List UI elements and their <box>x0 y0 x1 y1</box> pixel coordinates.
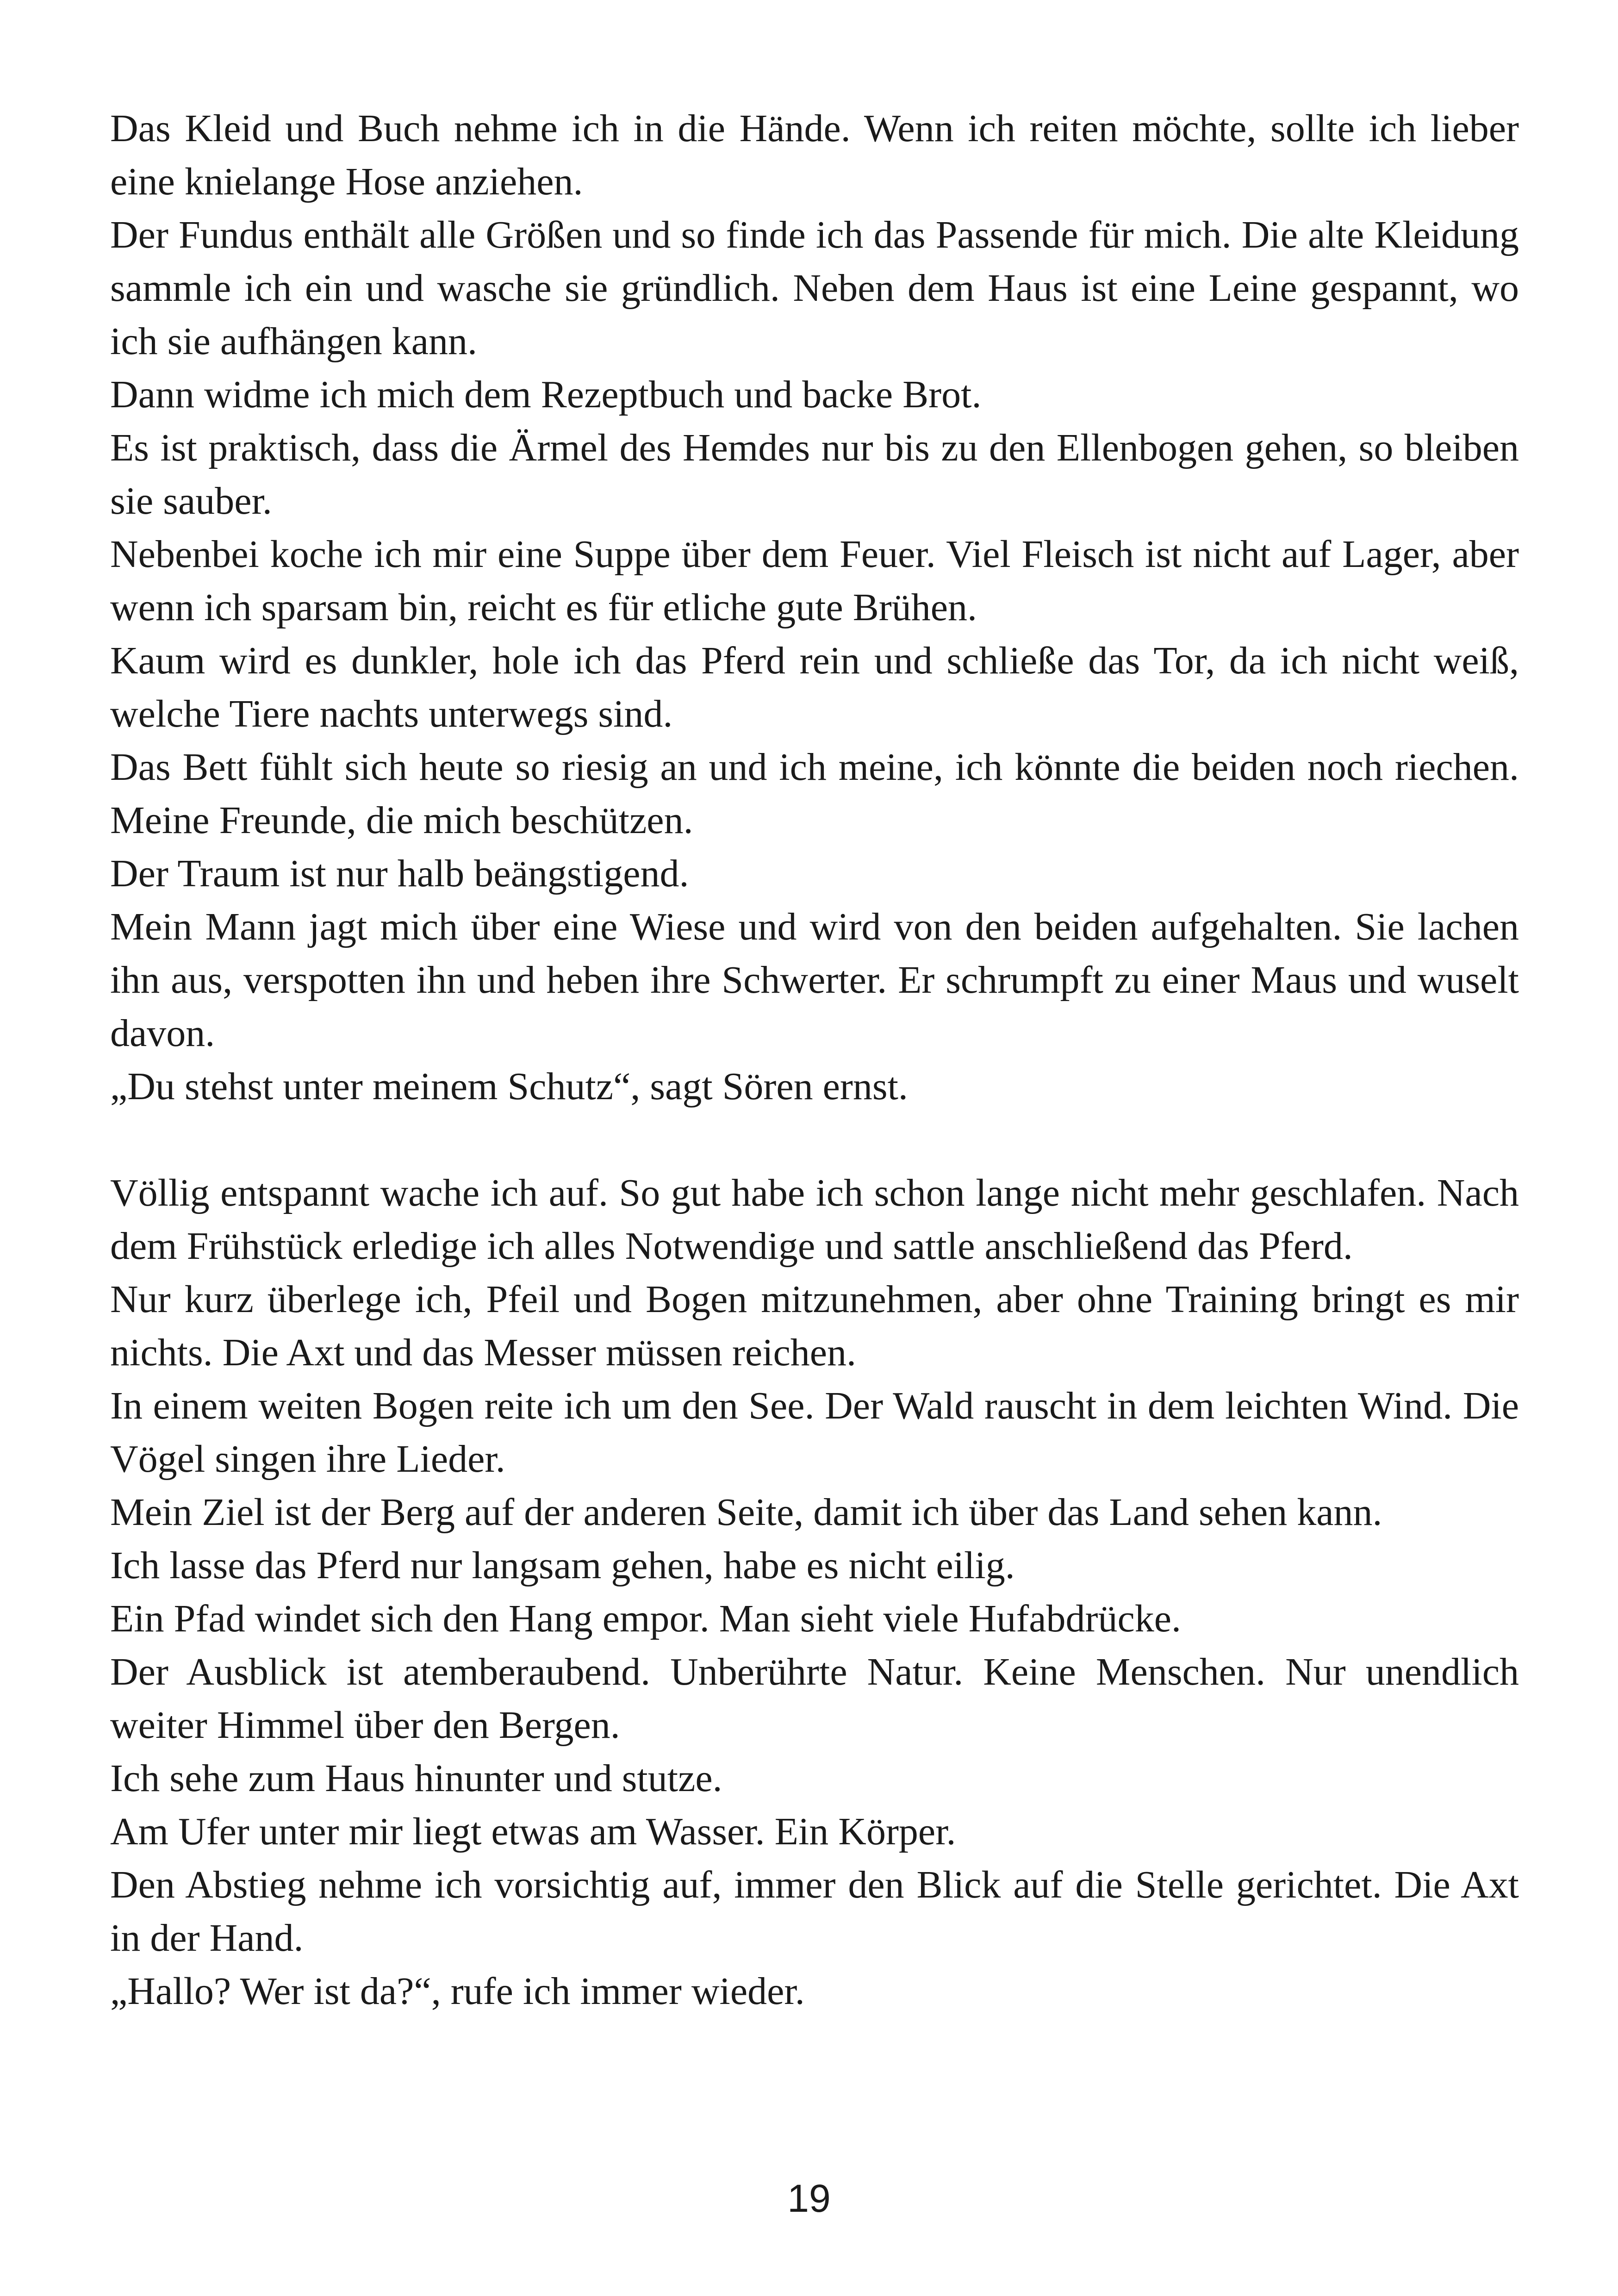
paragraph: Das Bett fühlt sich heute so riesig an und ich meine, ich könnte die beiden noch riechen. Meine Freunde, die mich beschützen. <box>110 746 1519 842</box>
paragraph: Ein Pfad windet sich den Hang empor. Man sieht viele Hufabdrücke. <box>110 1597 1182 1640</box>
paragraph: Den Abstieg nehme ich vorsichtig auf, immer den Blick auf die Stelle gerichtet. Die Axt in der Hand. <box>110 1863 1519 1960</box>
paragraph: Das Kleid und Buch nehme ich in die Hände. Wenn ich reiten möchte, sollte ich lieber eine knielange Hose anziehen. <box>110 107 1519 203</box>
paragraph: „Du stehst unter meinem Schutz“, sagt Sören ernst. <box>110 1065 908 1108</box>
paragraph: In einem weiten Bogen reite ich um den See. Der Wald rauscht in dem leichten Wind. Die Vögel singen ihre Lieder. <box>110 1384 1519 1481</box>
paragraph: Mein Mann jagt mich über eine Wiese und wird von den beiden aufgehalten. Sie lachen ihn aus, verspotten ihn und heben ihre Schwerter. Er schrumpft zu einer Maus und wuselt davon. <box>110 905 1519 1055</box>
paragraph: Der Fundus enthält alle Größen und so finde ich das Passende für mich. Die alte Kleidung sammle ich ein und wasche sie gründlich. Neben dem Haus ist eine Leine gespannt, wo ich sie aufhängen kann. <box>110 213 1519 363</box>
paragraph: Ich sehe zum Haus hinunter und stutze. <box>110 1757 722 1800</box>
paragraph: Völlig entspannt wache ich auf. So gut habe ich schon lange nicht mehr geschlafen. Nach dem Frühstück erledige ich alles Notwendige und sattle anschließend das Pferd. <box>110 1171 1519 1268</box>
page-number: 19 <box>787 2177 831 2220</box>
paragraph: Nebenbei koche ich mir eine Suppe über dem Feuer. Viel Fleisch ist nicht auf Lager, aber wenn ich sparsam bin, reicht es für etliche gute Brühen. <box>110 533 1519 629</box>
section-break <box>110 1113 1519 1166</box>
paragraph: Der Ausblick ist atemberaubend. Unberührte Natur. Keine Menschen. Nur unendlich weiter Himmel über den Bergen. <box>110 1650 1519 1747</box>
paragraph: Ich lasse das Pferd nur langsam gehen, habe es nicht eilig. <box>110 1544 1015 1587</box>
paragraph: Der Traum ist nur halb beängstigend. <box>110 852 689 895</box>
page-text-body <box>110 102 1519 2018</box>
paragraph: Mein Ziel ist der Berg auf der anderen Seite, damit ich über das Land sehen kann. <box>110 1491 1382 1534</box>
paragraph: „Hallo? Wer ist da?“, rufe ich immer wieder. <box>110 1970 805 2013</box>
paragraph: Es ist praktisch, dass die Ärmel des Hemdes nur bis zu den Ellenbogen gehen, so bleiben sie sauber. <box>110 426 1519 523</box>
paragraph: Nur kurz überlege ich, Pfeil und Bogen mitzunehmen, aber ohne Training bringt es mir nichts. Die Axt und das Messer müssen reichen. <box>110 1278 1519 1374</box>
paragraph: Dann widme ich mich dem Rezeptbuch und backe Brot. <box>110 373 982 416</box>
paragraph: Am Ufer unter mir liegt etwas am Wasser. Ein Körper. <box>110 1810 956 1853</box>
paragraph: Kaum wird es dunkler, hole ich das Pferd rein und schließe das Tor, da ich nicht weiß, welche Tiere nachts unterwegs sind. <box>110 639 1519 735</box>
